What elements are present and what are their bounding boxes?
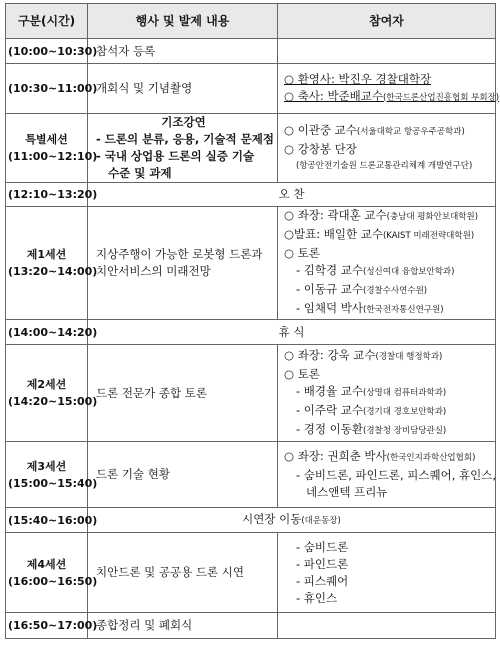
table-row [6,613,496,639]
table-row [6,442,496,508]
demo-company: - 파인드론 [296,556,349,571]
participant-line [284,383,489,402]
participant-line [284,421,489,440]
participant-text: ○ 좌장: 강욱 교수 [284,347,376,362]
participant-affiliation: (항공안전기술원 드론교통관리체계 개발연구단) [296,160,473,171]
time-cell: (12:10~13:20) [6,183,88,207]
participant-affiliation: (한국드론산업진흥협회 부회장) [382,92,500,103]
header-content: 행사 및 발제 내용 [88,4,278,39]
session-name: 제1세션 [26,248,67,261]
time-cell: (10:00~10:30) [6,39,88,64]
participant-text: ○ 환영사: 박진우 경찰대학장 [284,71,432,86]
participant-affiliation: (충남대 평화안보대학원) [386,212,479,222]
demo-company: - 휴인스 [296,590,338,605]
participant-line [284,262,489,281]
participants-cell [278,533,496,613]
table-row [6,207,496,320]
break-cell: 오 찬 [88,183,496,207]
content-cell [88,207,278,320]
participant-text: ○ 토론 [284,246,320,260]
break-cell: 휴 식 [88,320,496,345]
participants-cell [278,345,496,442]
participant-line [284,141,489,158]
content-line: 치안서비스의 미래전망 [96,264,211,278]
participant-line [284,226,489,245]
session-time: (15:00~15:40) [8,476,98,490]
table-row [6,508,496,533]
time-cell [6,345,98,442]
participant-text: ○ 좌장: 곽대훈 교수 [284,208,387,222]
participant-line [284,207,489,226]
participant-affiliation: (경찰수사연수원) [363,286,428,296]
demo-company: - 피스퀘어 [296,573,349,588]
participant-text: ○ 좌장: 권희춘 박사 [284,449,387,463]
participants-cell [278,64,500,114]
participant-affiliation: (서울대학교 항공우주공학과) [356,126,465,137]
participant-text: - 이동규 교수 [296,282,364,296]
keynote-item: 수준 및 과제 [108,166,172,180]
table-row [6,183,496,207]
time-cell: (15:40~16:00) [6,508,88,533]
table-header-row [6,4,496,39]
participant-text: - 경정 이동환 [296,421,364,436]
participant-line: 네스앤텍 프리뉴 [306,485,388,499]
participants-cell [278,613,496,639]
table-row [6,64,496,114]
participant-affiliation: (상명대 컴퓨터과학과) [363,387,447,398]
participant-line: - 숨비드론, 파인드론, 피스퀘어, 휴인스, [296,468,497,482]
participant-text: ○ 이관중 교수 [284,122,357,137]
time-cell [6,114,98,183]
table-row [6,533,496,613]
participant-affiliation: (한국인지과학산업협회) [386,453,476,463]
participant-affiliation: (경찰대 행정학과) [375,351,443,362]
participant-text: ○ 축사: 박준배교수 [284,88,383,103]
schedule-table [5,3,500,639]
session-time: (11:00~12:10) [8,150,98,163]
participant-line [284,347,489,366]
participant-line [284,71,489,88]
time-cell: (16:50~17:00) [6,613,88,639]
schedule-table-wrapper [5,3,500,639]
break-label: 시연장 이동 [242,511,302,526]
participant-text: ○ 토론 [284,366,320,381]
participant-text: - 김학경 교수 [296,263,364,277]
keynote-item: - 드론의 분류, 응용, 기술적 문제점 [96,132,274,146]
content-line: 지상주행이 가능한 로봇형 드론과 [96,247,263,261]
session-time: (14:20~15:00) [8,395,98,408]
participant-text: - 임채덕 박사 [296,301,364,315]
participant-affiliation: (성신여대 융합보안학과) [363,267,455,277]
participant-line [284,366,489,383]
keynote-title: 기조강연 [161,115,206,129]
table-row [6,320,496,345]
participants-cell [278,39,496,64]
participant-line [284,88,500,107]
participant-affiliation: (경기대 경호보안학과) [363,406,447,417]
content-cell: 치안드론 및 공공용 드론 시연 [88,533,278,613]
participant-line [284,300,489,319]
participant-affiliation: (KAIST 미래전략대학원) [382,231,475,241]
time-cell [6,533,98,613]
header-time: 구분(시간) [6,4,88,39]
break-location: (대운동장) [301,515,341,526]
content-cell: 드론 기술 현황 [88,442,278,508]
participant-line [284,402,489,421]
time-cell: (10:30~11:00) [6,64,88,114]
time-cell: (14:00~14:20) [6,320,88,345]
demo-company: - 숨비드론 [296,539,349,554]
participants-cell [278,207,496,320]
participant-affiliation: (경찰청 장비담당관실) [363,425,447,436]
participant-line [284,281,489,300]
content-cell: 종합정리 및 폐회식 [88,613,278,639]
participant-text: ○ 강창봉 단장 [284,141,357,156]
break-cell [88,508,496,533]
participant-affiliation: (한국전자통신연구원) [363,305,444,315]
participants-cell [278,114,496,183]
table-row [6,39,496,64]
session-time: (16:00~16:50) [8,574,98,588]
session-time: (13:20~14:00) [8,265,98,278]
keynote-item: - 국내 상업용 드론의 실증 기술 [96,149,255,163]
time-cell [6,207,98,320]
participant-text: ○발표: 배일한 교수 [284,227,383,241]
table-row [6,345,496,442]
participant-line [284,122,489,141]
table-row [6,114,496,183]
content-cell: 참석자 등록 [88,39,278,64]
header-participants: 참여자 [278,4,496,39]
session-name: 특별세션 [25,133,68,146]
participant-text: - 배경율 교수 [296,383,364,398]
session-name: 제2세션 [26,378,67,391]
time-cell [6,442,98,508]
content-cell: 개회식 및 기념촬영 [88,64,278,114]
content-cell [88,114,278,183]
participant-line [284,448,489,467]
participants-cell [278,442,496,508]
content-cell: 드론 전문가 종합 토론 [88,345,278,442]
participant-text: - 이주락 교수 [296,402,364,417]
session-name: 제3세션 [26,459,67,473]
session-name: 제4세션 [26,557,67,571]
participant-line [284,245,489,262]
